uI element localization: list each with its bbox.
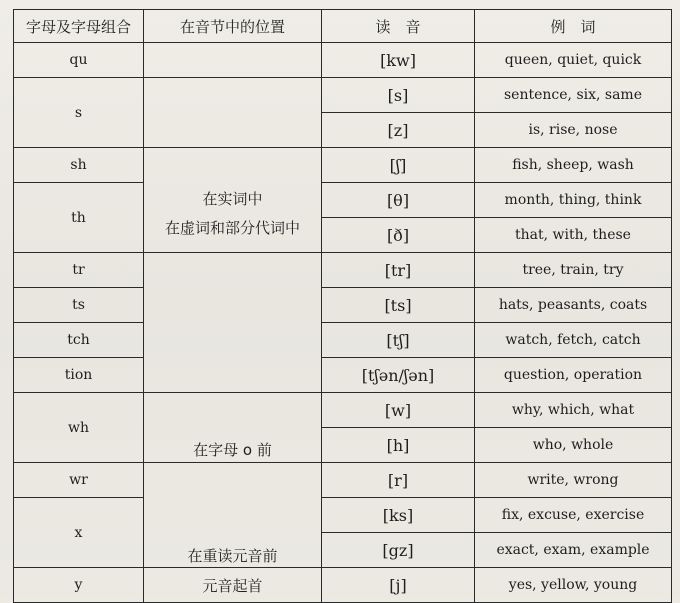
examples-cell: queen, quiet, quick <box>475 43 672 78</box>
examples-cell: write, wrong <box>475 463 672 498</box>
ipa-cell: [kw] <box>322 43 475 78</box>
examples-cell: why, which, what <box>475 393 672 428</box>
position-cell-empty <box>144 43 322 78</box>
table-row <box>14 183 672 218</box>
position-function-word: 在虚词和部分代词中 <box>164 219 300 237</box>
table-row <box>14 253 672 288</box>
position-cell-x <box>144 463 322 568</box>
position-cell-empty <box>144 78 322 148</box>
table-row <box>14 393 672 428</box>
table-row <box>14 78 672 113</box>
examples-cell: sentence, six, same <box>475 78 672 113</box>
examples-cell: tree, train, try <box>475 253 672 288</box>
header-position: 在音节中的位置 <box>144 10 322 43</box>
pronunciation-table <box>13 9 672 603</box>
letter-cell: s <box>14 78 144 148</box>
ipa-cell: [s] <box>322 78 475 113</box>
examples-cell: fix, excuse, exercise <box>475 498 672 533</box>
position-cell-empty <box>144 253 322 393</box>
position-syllable-initial: 元音起首 <box>144 568 322 603</box>
examples-cell: is, rise, nose <box>475 113 672 148</box>
ipa-cell: [r] <box>322 463 475 498</box>
letter-cell: qu <box>14 43 144 78</box>
examples-cell: yes, yellow, young <box>475 568 672 603</box>
examples-cell: hats, peasants, coats <box>475 288 672 323</box>
position-cell-wh <box>144 393 322 463</box>
ipa-cell: [gz] <box>322 533 475 568</box>
position-before-stressed-vowel: 在重读元音前 <box>187 547 278 565</box>
table-row <box>14 43 672 78</box>
ipa-cell: [z] <box>322 113 475 148</box>
examples-cell: month, thing, think <box>475 183 672 218</box>
ipa-cell: [ʃ] <box>322 148 475 183</box>
header-row <box>14 10 672 43</box>
letter-cell: tr <box>14 253 144 288</box>
letter-cell: th <box>14 183 144 253</box>
letter-cell: x <box>14 498 144 568</box>
header-examples: 例 词 <box>475 10 672 43</box>
header-letters: 字母及字母组合 <box>14 10 144 43</box>
letter-cell: ts <box>14 288 144 323</box>
examples-cell: question, operation <box>475 358 672 393</box>
ipa-cell: [tʃ] <box>322 323 475 358</box>
letter-cell: tch <box>14 323 144 358</box>
table-row <box>14 463 672 498</box>
table-row <box>14 148 672 183</box>
examples-cell: watch, fetch, catch <box>475 323 672 358</box>
examples-cell: that, with, these <box>475 218 672 253</box>
table-row <box>14 568 672 603</box>
position-content-word: 在实词中 <box>202 190 263 208</box>
letter-cell: y <box>14 568 144 603</box>
ipa-cell: [w] <box>322 393 475 428</box>
letter-cell: wr <box>14 463 144 498</box>
examples-cell: fish, sheep, wash <box>475 148 672 183</box>
ipa-cell: [tr] <box>322 253 475 288</box>
ipa-cell: [tʃən/ʃən] <box>322 358 475 393</box>
table-row <box>14 358 672 393</box>
letter-cell: wh <box>14 393 144 463</box>
examples-cell: exact, exam, example <box>475 533 672 568</box>
ipa-cell: [ð] <box>322 218 475 253</box>
table-row <box>14 323 672 358</box>
ipa-cell: [ks] <box>322 498 475 533</box>
letter-cell: tion <box>14 358 144 393</box>
examples-cell: who, whole <box>475 428 672 463</box>
header-reading: 读 音 <box>322 10 475 43</box>
ipa-cell: [h] <box>322 428 475 463</box>
table-row <box>14 498 672 533</box>
ipa-cell: [θ] <box>322 183 475 218</box>
position-cell-th <box>144 148 322 253</box>
ipa-cell: [j] <box>322 568 475 603</box>
position-before-o: 在字母 o 前 <box>193 441 272 459</box>
ipa-cell: [ts] <box>322 288 475 323</box>
table-row <box>14 288 672 323</box>
letter-cell: sh <box>14 148 144 183</box>
